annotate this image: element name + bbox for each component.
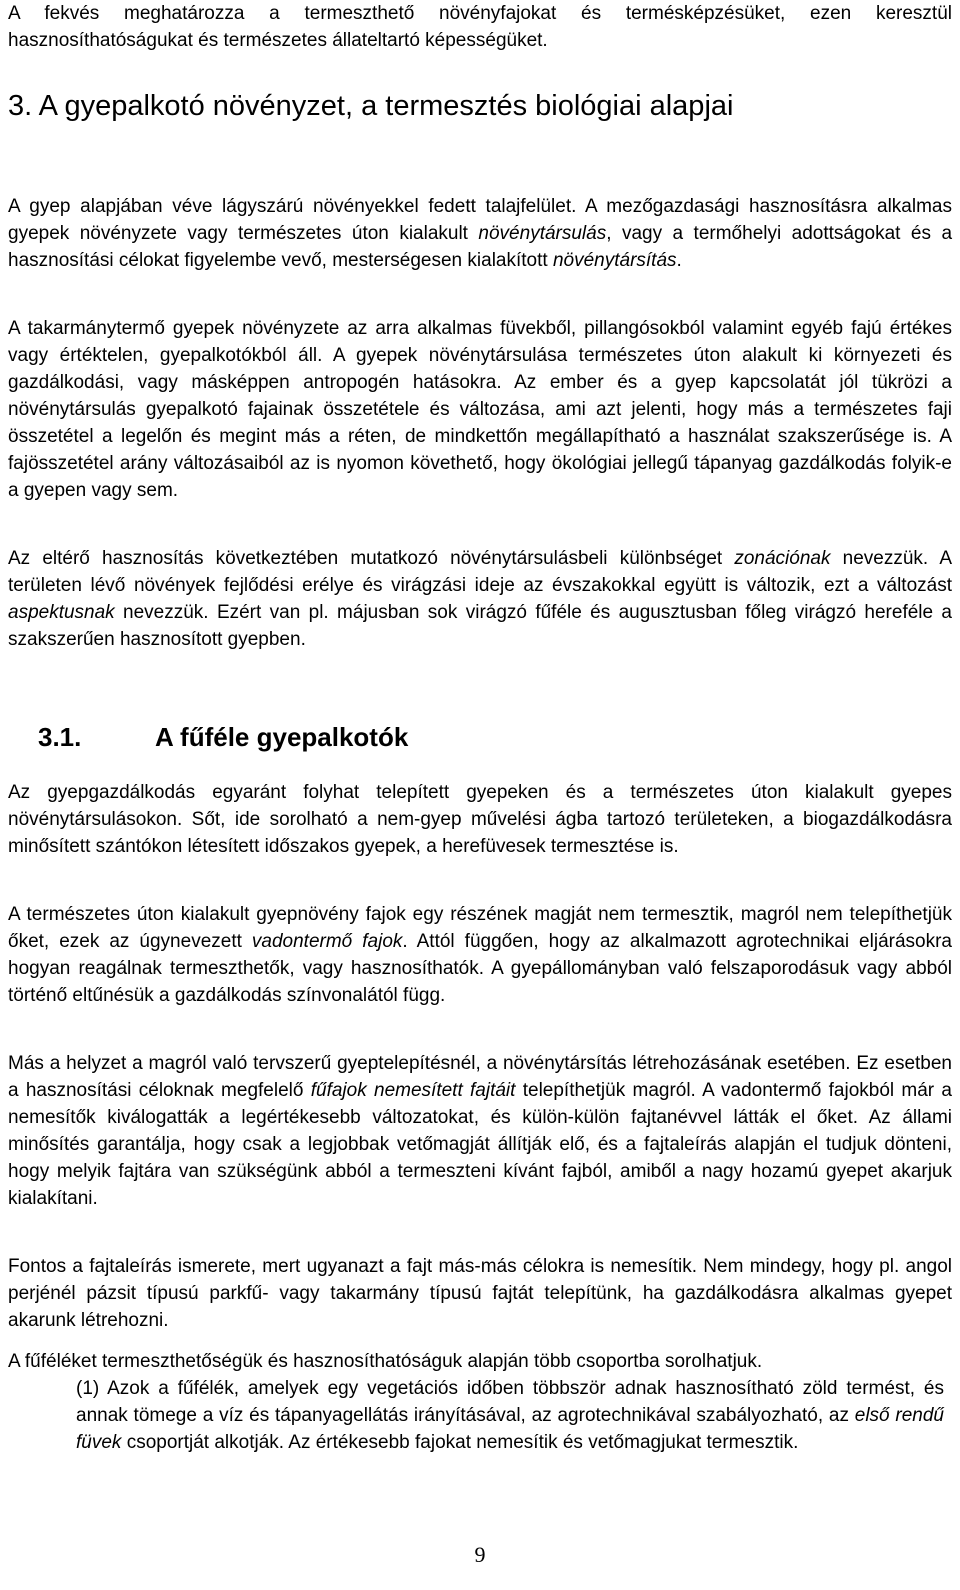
term-novenytarsitas: növénytársítás — [552, 250, 677, 271]
section-3-paragraph-1: A gyep alapjában véve lágyszárú növényekkel fedett talajfelület. A mezőgazdasági hasznosításra alkalmas gyepek növényzete vagy természetes úton kialakult növénytársulás, vagy a termőhelyi adottságokat és a hasznosítási célokat figyelembe vevő, mesterségesen kialakított növénytársítás. — [8, 196, 953, 271]
term-vadontermo-fajok: vadontermő fajok — [251, 931, 403, 952]
section-3-1-heading: A fűféle gyepalkotók — [155, 722, 409, 752]
section-3-1-paragraph-1: Az gyepgazdálkodás egyaránt folyhat telepített gyepeken és a természetes úton kialakult gyepes növénytársulásokon. Sőt, ide sorolható a nem-gyep művelési ágba tartozó területeken, a biogazdálkodásra minősített szántókon létesített időszakos gyepek, a herefüvesek termesztése is. — [8, 782, 952, 857]
term-aspektus: aspektusnak — [8, 602, 115, 623]
term-fufajok-nemesitett-fajtait: fűfajok nemesített fajtáit — [310, 1080, 516, 1101]
section-3-heading: 3. A gyepalkotó növényzet, a termesztés biológiai alapjai — [8, 90, 734, 122]
page-number: 9 — [474, 1542, 486, 1567]
section-3-1-paragraph-3: Más a helyzet a magról való tervszerű gyeptelepítésnél, a növénytársítás létrehozásának esetében. Ez esetben a hasznosítási céloknak megfelelő fűfajok nemesített fajtáit telepíthetjük magról. A vadontermő fajokból már a nemesítők kiválogatták a legértékesebb változatokat, és külön-külön fajtanévvel látták el őket. Az állami minősítés garantálja, hogy csak a legjobbak vetőmagját állítják elő, és a fajtaleírás alapján el tudjuk dönteni, hogy melyik fajtára van szükségünk abból a termeszteni kívánt fajból, amiből a nagy hozamú gyepet akarjuk kialakítani. — [8, 1053, 952, 1209]
section-3-1-paragraph-5: A fűféléket termeszthetőségük és hasznosíthatóságuk alapján több csoportba sorolhatjuk. — [8, 1351, 763, 1372]
term-zonacio: zonációnak — [734, 548, 831, 569]
term-novenytarsulas: növénytársulás — [478, 223, 607, 244]
section-3-paragraph-2: A takarmánytermő gyepek növényzete az arra alkalmas füvekből, pillangósokból valamint egyéb fajú értékes vagy értéktelen, gyepalkotókból áll. A gyepek növénytársulása természetes úton alakult ki környezeti és gazdálkodási, vagy másképpen antropogén hatásokra. Az ember és a gyep kapcsolatát jól tükrözi a növénytársulás gyepalkotó fajainak összetétele és változása, ami azt jelenti, hogy más a természetes faji összetétel a legelőn és megint más a réten, de mindkettőn megállapítható a használat szakszerűsége is. A fajösszetétel arány változásaiból az is nyomon követhető, hogy ökológiai jellegű tápanyag gazdálkodás folyik-e a gyepen vagy sem. — [8, 318, 952, 501]
section-3-paragraph-3: Az eltérő hasznosítás következtében mutatkozó növénytársulásbeli különbséget zonációnak nevezzük. A területen lévő növények fejlődési erélye és virágzási ideje az évszakokkal együtt is változik, ezt a változást aspektusnak nevezzük. Ezért van pl. májusban sok virágzó fűféle és augusztusban főleg virágzó hereféle a szakszerűen hasznosított gyepben. — [8, 548, 953, 650]
list-item-1: (1) Azok a fűfélék, amelyek egy vegetációs időben többször adnak hasznosítható zöld termést, és annak tömege a víz és tápanyagellátás irányításával, az agrotechnikával szabályozható, az első rendű füvek csoportját alkotják. Az értékesebb fajokat nemesítik és vetőmagjukat termesztik. — [76, 1378, 944, 1453]
section-3-1-paragraph-4: Fontos a fajtaleírás ismerete, mert ugyanazt a fajt más-más célokra is nemesítik. Nem mindegy, hogy pl. angol perjénél pázsit típusú parkfű- vagy takarmány típusú fajtát telepítünk, ha gazdálkodásra alkalmas gyepet akarunk létrehozni. — [8, 1256, 952, 1331]
section-3-1-number: 3.1. — [38, 722, 82, 752]
intro-paragraph: A fekvés meghatározza a termeszthető növényfajokat és termésképzésüket, ezen keresztül hasznosíthatóságukat és természetes állateltartó képességüket. — [8, 3, 952, 51]
section-3-1-paragraph-2: A természetes úton kialakult gyepnövény fajok egy részének magját nem termesztik, magról nem telepíthetjük őket, ezek az úgynevezett vadontermő fajok. Attól függően, hogy az alkalmazott agrotechnikai eljárásokra hogyan reagálnak termeszthetők, vagy hasznosíthatók. A gyepállományban való felszaporodásuk vagy abból történő eltűnésük a gazdálkodás színvonalától függ. — [8, 904, 952, 1006]
term-elso-rendu-fuvek: első rendű füvek — [76, 1405, 944, 1453]
